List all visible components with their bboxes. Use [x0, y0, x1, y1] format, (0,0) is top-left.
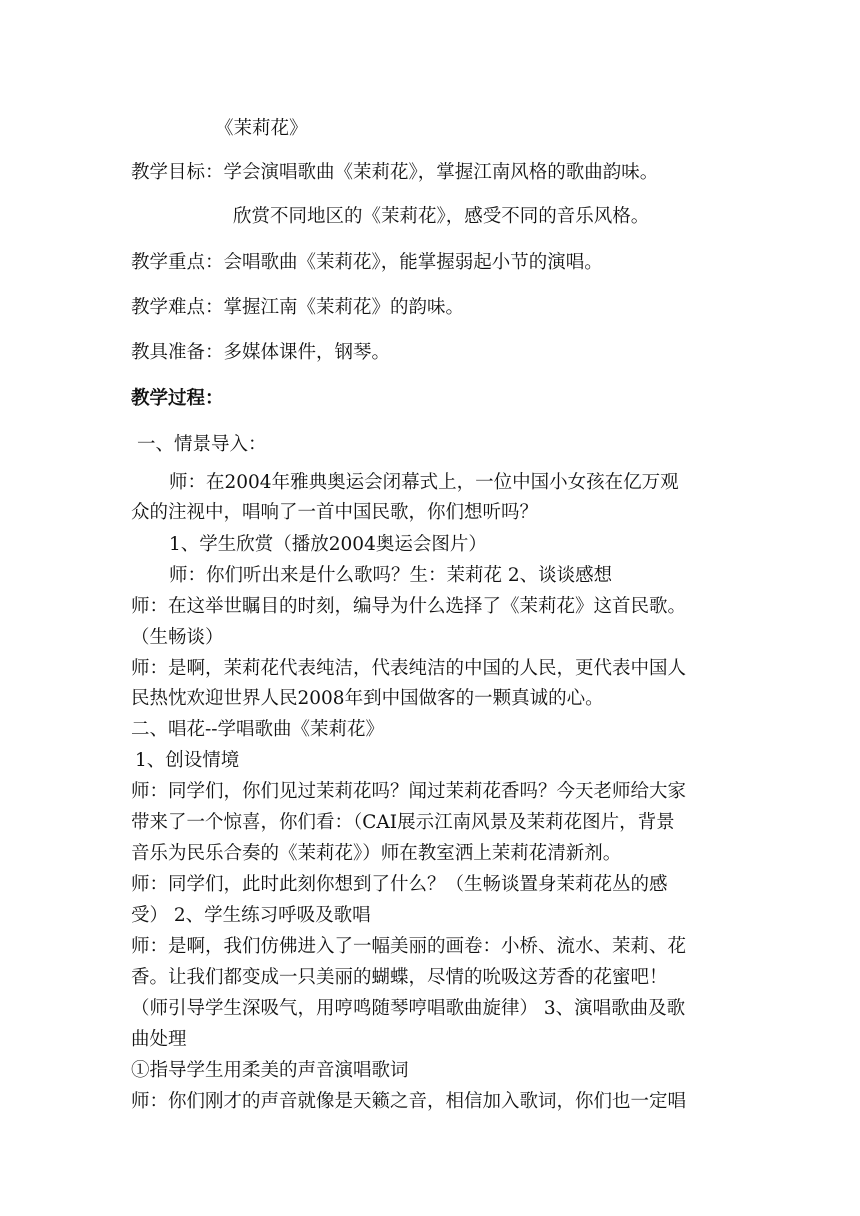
paragraph-line: （生畅谈） [131, 627, 224, 648]
teaching-goal-line: 教学目标：学会演唱歌曲《茉莉花》，掌握江南风格的歌曲韵味。 [131, 162, 659, 183]
paragraph-line: 带来了一个惊喜，你们看：（CAI展示江南风景及茉莉花图片，背景 [131, 812, 675, 833]
paragraph-line: 师：在2004年雅典奥运会闭幕式上，一位中国小女孩在亿万观 [169, 472, 679, 493]
teaching-aids-line: 教具准备：多媒体课件，钢琴。 [131, 342, 391, 363]
section-heading-2: 二、唱花--学唱歌曲《茉莉花》 [131, 719, 385, 740]
document-title: 《茉莉花》 [215, 118, 308, 139]
paragraph-line: （师引导学生深吸气，用哼鸣随琴哼唱歌曲旋律） 3、演唱歌曲及歌 [131, 998, 686, 1019]
paragraph-line: 众的注视中，唱响了一首中国民歌，你们想听吗？ [131, 502, 539, 523]
teaching-focus-line: 教学重点：会唱歌曲《茉莉花》，能掌握弱起小节的演唱。 [131, 252, 603, 273]
teaching-goal-line-2: 欣赏不同地区的《茉莉花》，感受不同的音乐风格。 [233, 206, 650, 227]
paragraph-line: 师：同学们，你们见过茉莉花吗？闻过茉莉花香吗？今天老师给大家 [131, 781, 687, 802]
paragraph-line: 师：同学们，此时此刻你想到了什么？（生畅谈置身茉莉花丛的感 [131, 874, 668, 895]
paragraph-line: 师：是啊，茉莉花代表纯洁，代表纯洁的中国的人民，更代表中国人 [131, 658, 687, 679]
teaching-process-heading: 教学过程： [131, 388, 224, 409]
paragraph-line: ①指导学生用柔美的声音演唱歌词 [131, 1060, 409, 1081]
paragraph-line: 受） 2、学生练习呼吸及歌唱 [131, 905, 371, 926]
paragraph-line: 曲处理 [131, 1029, 187, 1050]
subsection-heading: 1、创设情境 [135, 750, 240, 771]
paragraph-line: 音乐为民乐合奏的《茉莉花》）师在教室洒上茉莉花清新剂。 [131, 843, 622, 864]
paragraph-line: 师：是啊，我们仿佛进入了一幅美丽的画卷：小桥、流水、茉莉、花 [131, 936, 687, 957]
paragraph-line: 香。让我们都变成一只美丽的蝴蝶，尽情的吮吸这芳香的花蜜吧！ [131, 967, 668, 988]
section-heading-1: 一、情景导入： [137, 434, 267, 455]
teaching-difficulty-line: 教学难点：掌握江南《茉莉花》的韵味。 [131, 297, 465, 318]
paragraph-line: 1、学生欣赏（播放2004奥运会图片） [169, 534, 487, 555]
paragraph-line: 民热忱欢迎世界人民2008年到中国做客的一颗真诚的心。 [131, 688, 604, 709]
paragraph-line: 师：在这举世瞩目的时刻，编导为什么选择了《茉莉花》这首民歌。 [131, 596, 687, 617]
paragraph-line: 师：你们刚才的声音就像是天籁之音，相信加入歌词，你们也一定唱 [131, 1091, 687, 1112]
paragraph-line: 师：你们听出来是什么歌吗？生：茉莉花 2、谈谈感想 [169, 565, 613, 586]
